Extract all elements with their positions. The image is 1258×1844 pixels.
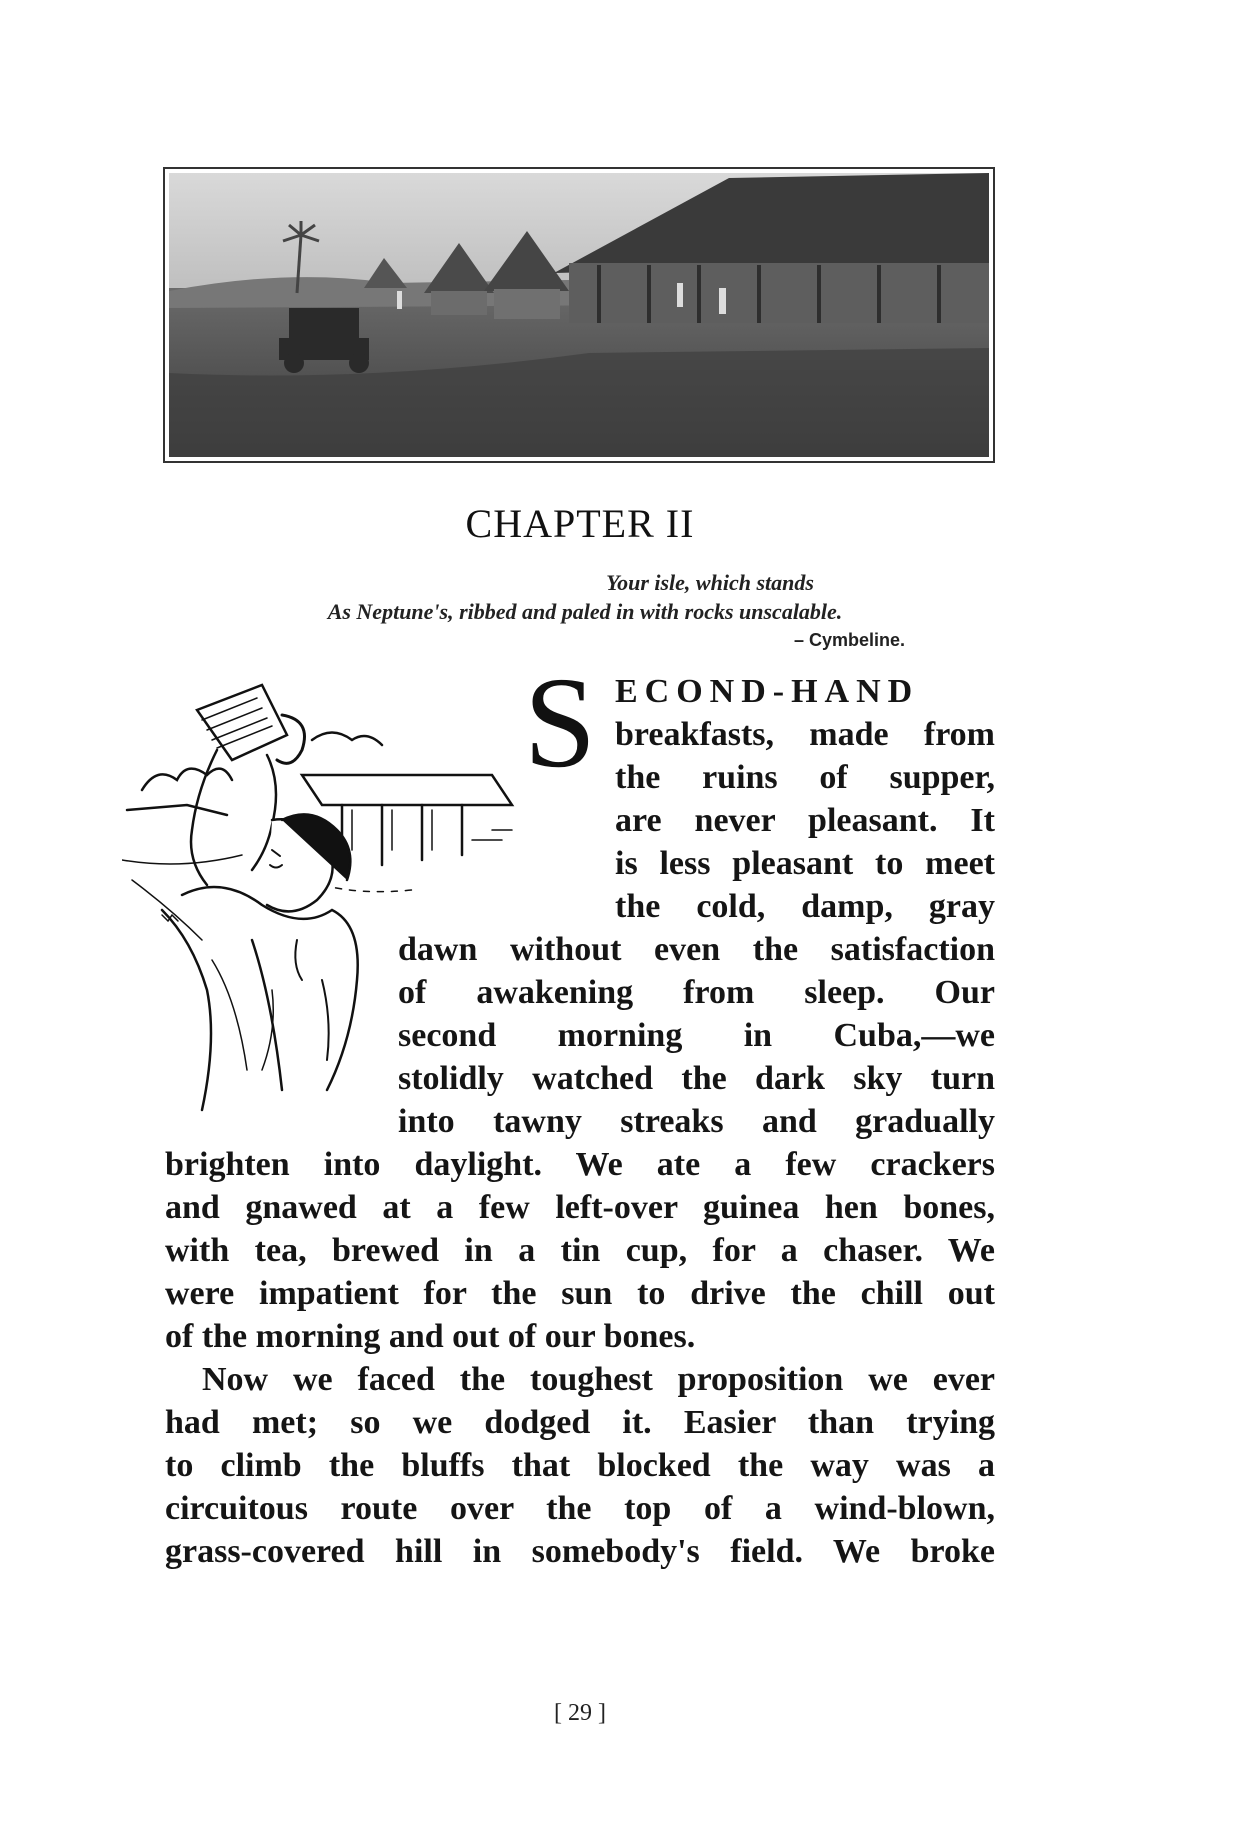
- text-line: second morning in Cuba,—we: [398, 1017, 995, 1054]
- text-line: stolidly watched the dark sky turn: [398, 1060, 995, 1097]
- text-line: circuitous route over the top of a wind-blown,: [165, 1490, 995, 1527]
- text-line: Now we faced the toughest proposition we ever: [202, 1361, 995, 1398]
- text-line: of awakening from sleep. Our: [398, 974, 995, 1011]
- drop-cap: S: [523, 651, 597, 795]
- text-line: is less pleasant to meet: [615, 845, 995, 882]
- text-line: had met; so we dodged it. Easier than trying: [165, 1404, 995, 1441]
- text-line: the cold, damp, gray: [615, 888, 995, 925]
- epigraph-attribution: – Cymbeline.: [793, 630, 905, 650]
- text-line: of the morning and out of our bones.: [165, 1318, 696, 1355]
- epigraph-line-1: Your isle, which stands: [606, 570, 814, 595]
- text-line: the ruins of supper,: [615, 759, 995, 796]
- chapter-title: CHAPTER II: [465, 501, 695, 546]
- epigraph-line-2: As Neptune's, ribbed and paled in with rocks unscalable.: [327, 599, 843, 624]
- page-number: [ 29 ]: [554, 1700, 606, 1726]
- text-line: dawn without even the satisfaction: [398, 931, 995, 968]
- text-line: brighten into daylight. We ate a few crackers: [165, 1146, 995, 1183]
- text-line: were impatient for the sun to drive the chill out: [165, 1275, 995, 1312]
- text-line: are never pleasant. It: [615, 802, 995, 839]
- text-line: to climb the bluffs that blocked the way was a: [165, 1447, 995, 1484]
- text-line: with tea, brewed in a tin cup, for a chaser. We: [165, 1232, 995, 1269]
- text-line: breakfasts, made from: [615, 716, 995, 753]
- text-line: and gnawed at a few left-over guinea hen bones,: [165, 1189, 995, 1226]
- text-line: grass-covered hill in somebody's field. We broke: [165, 1533, 995, 1570]
- text-line: into tawny streaks and gradually: [398, 1103, 995, 1140]
- text-line: ECOND-HAND: [615, 673, 920, 710]
